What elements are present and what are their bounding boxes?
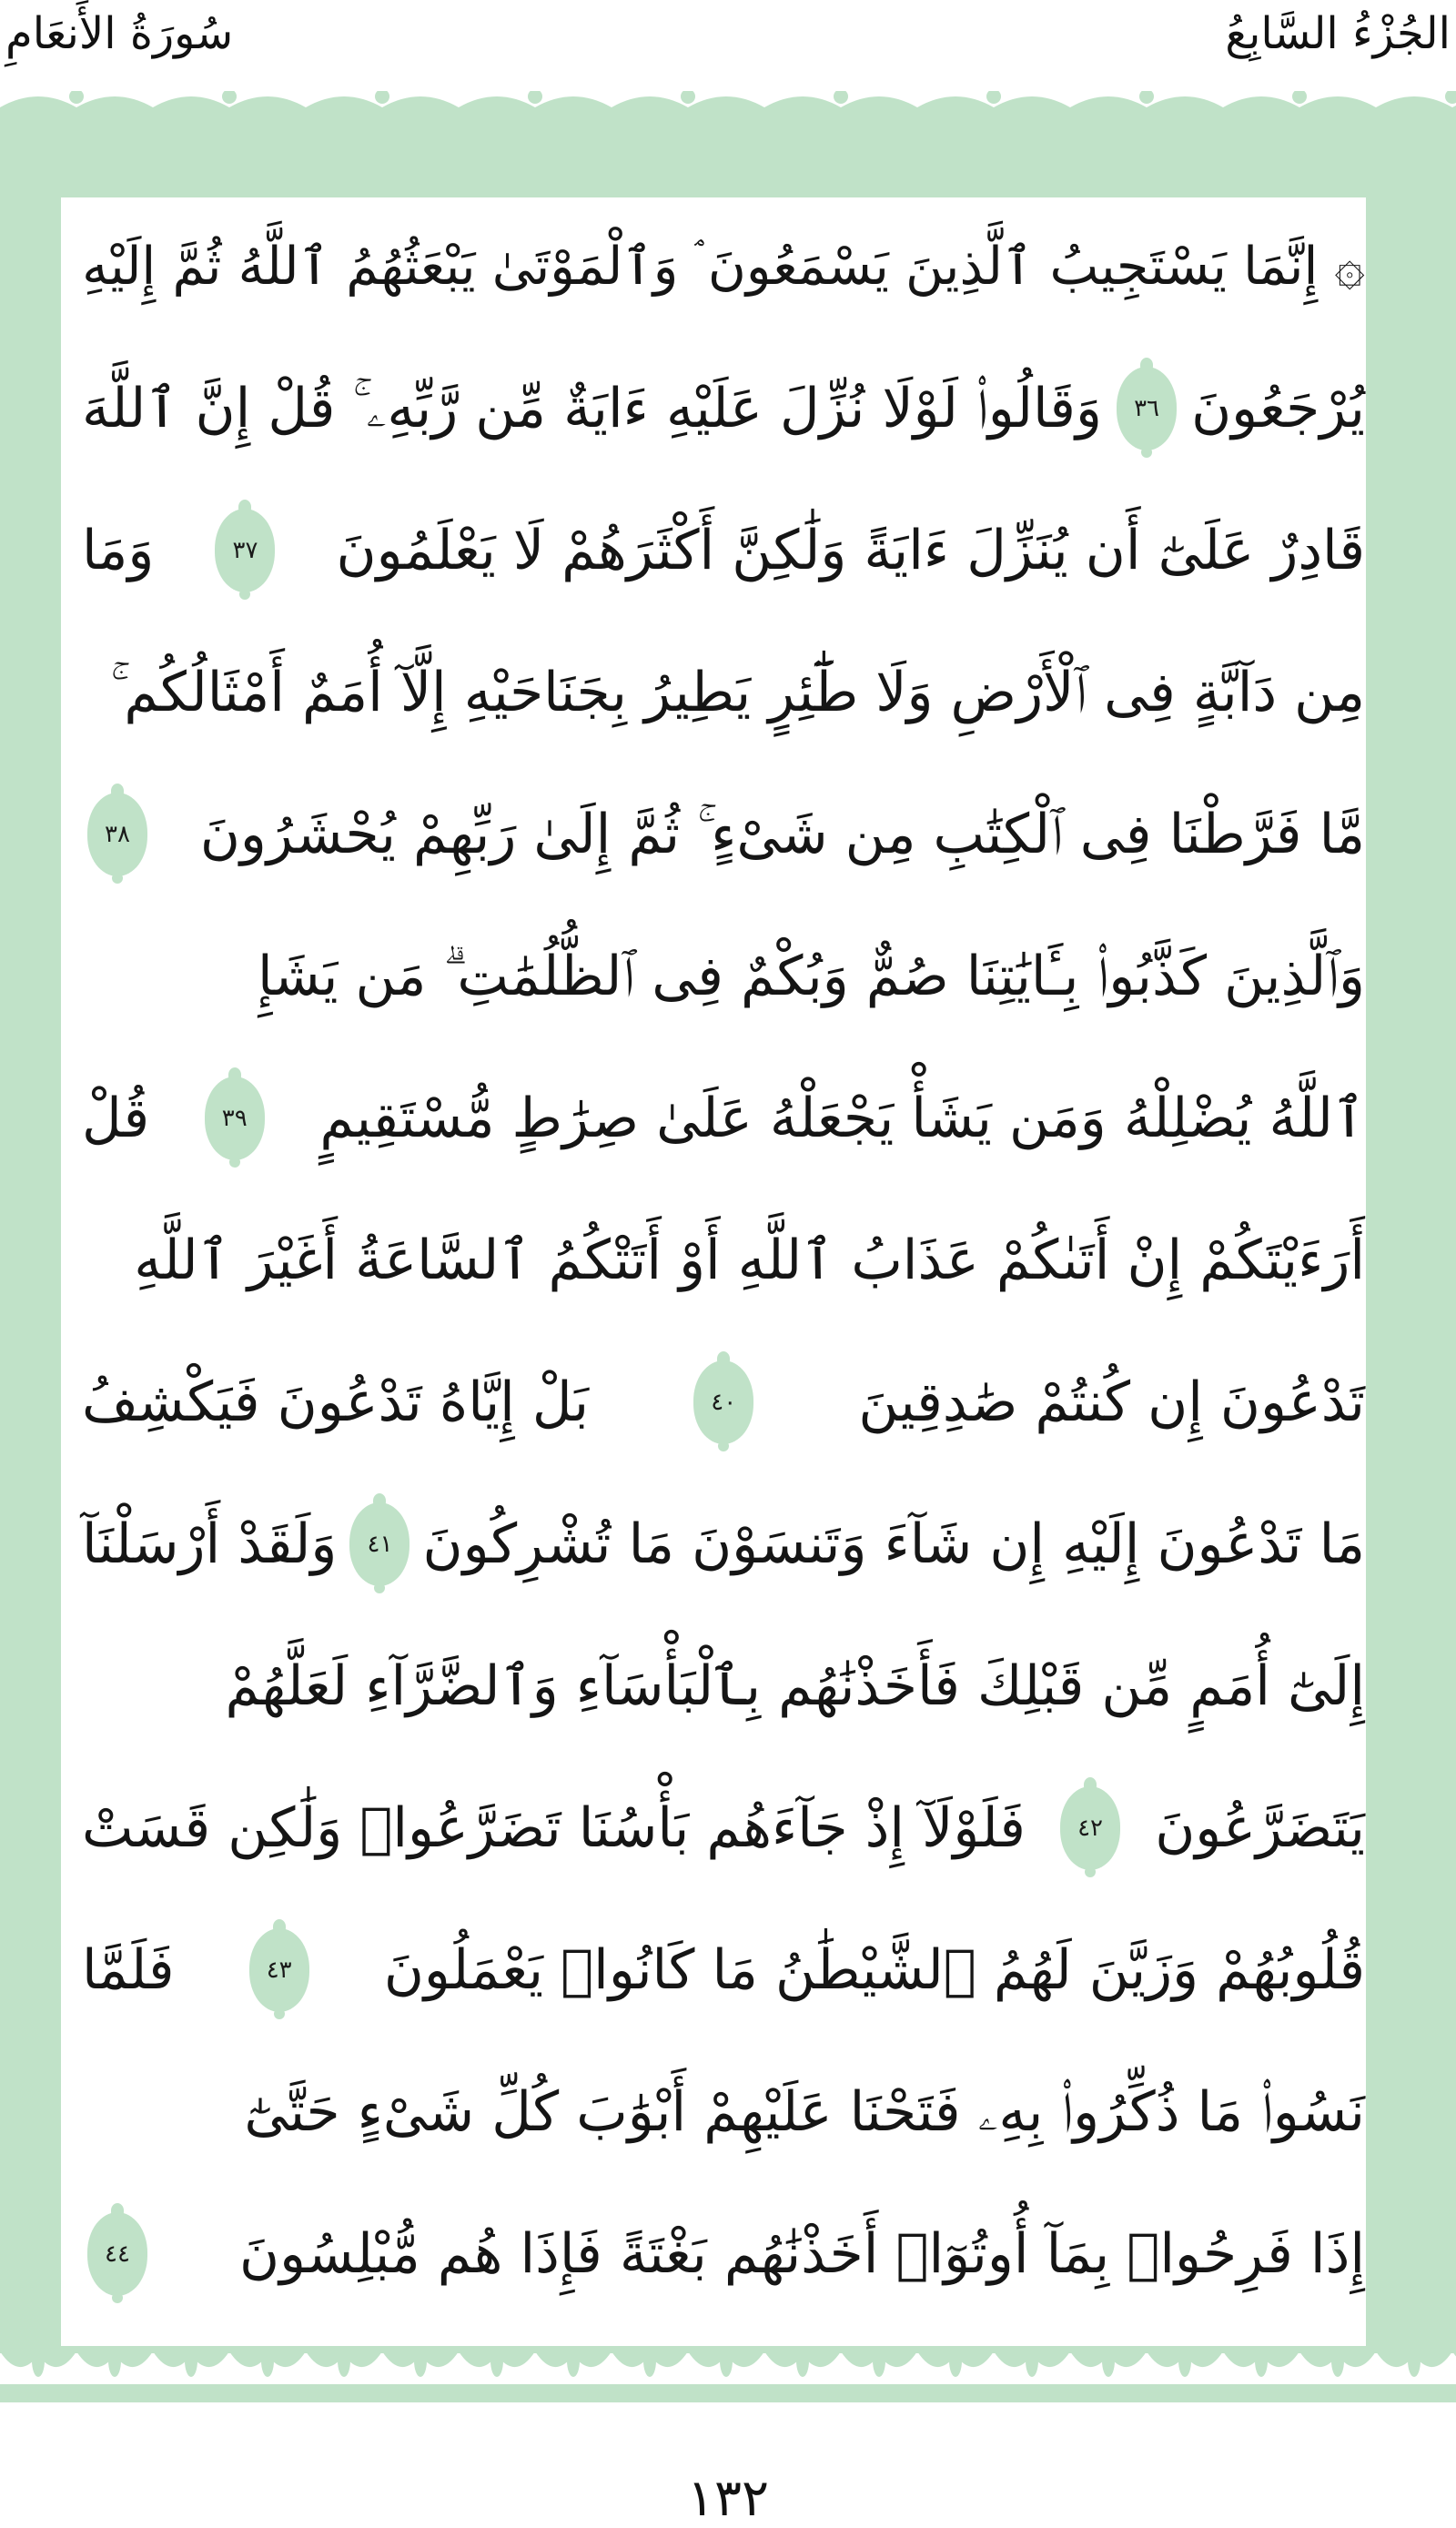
text-line (73, 340, 1365, 477)
page-header (0, 0, 1456, 91)
ayah-number-marker: ٤٤ (87, 2212, 147, 2296)
verse-text: فَلَوْلَآ إِذْ جَآءَهُم بَأْسُنَا تَضَرَّعُوا۟ وَلَٰكِن قَسَتْ (82, 1796, 1026, 1860)
text-line-content (82, 2044, 1365, 2180)
verse-text: وَمَا (82, 519, 155, 582)
verse-text: إِلَىٰٓ أُمَمٍ مِّن قَبْلِكَ فَأَخَذْنَٰهُم بِٱلْبَأْسَآءِ وَٱلضَّرَّآءِ لَعَلَّهُمْ (225, 1654, 1365, 1718)
verse-text: إِذَا فَرِحُوا۟ بِمَآ أُوتُوٓا۟ أَخَذْنَٰهُم بَغْتَةً فَإِذَا هُم مُّبْلِسُونَ (239, 2222, 1365, 2286)
text-line-content (82, 340, 1365, 477)
verse-text: وَٱلَّذِينَ كَذَّبُوا۟ بِـَٔايَٰتِنَا صُمٌّ وَبُكْمٌ فِى ٱلظُّلُمَٰتِ ۗ مَن يَشَإِ (257, 945, 1365, 1008)
juz-name: الجُزْءُ السَّابِعُ (1225, 8, 1451, 59)
text-line (73, 908, 1365, 1045)
verse-text: أَرَءَيْتَكُمْ إِنْ أَتَىٰكُمْ عَذَابُ ٱللَّهِ أَوْ أَتَتْكُمُ ٱلسَّاعَةُ أَغَيْرَ ٱللَّهِ (134, 1229, 1365, 1292)
ayah-number-marker: ٣٧ (215, 509, 275, 592)
text-line (73, 198, 1365, 335)
verse-text: قُلْ (82, 1087, 150, 1150)
text-line (73, 2186, 1365, 2322)
verse-text: يُرْجَعُونَ (1191, 377, 1365, 440)
ayah-number-marker: ٣٩ (205, 1077, 265, 1160)
verse-text: نَسُوا۟ مَا ذُكِّرُوا۟ بِهِۦ فَتَحْنَا عَلَيْهِمْ أَبْوَٰبَ كُلِّ شَىْءٍ حَتَّىٰٓ (244, 2080, 1365, 2144)
text-line-content (82, 2186, 1365, 2322)
verse-text: ٱللَّهُ يُضْلِلْهُ وَمَن يَشَأْ يَجْعَلْهُ عَلَىٰ صِرَٰطٍ مُّسْتَقِيمٍ (319, 1087, 1365, 1150)
verse-text: مَّا فَرَّطْنَا فِى ٱلْكِتَٰبِ مِن شَىْءٍ ۚ ثُمَّ إِلَىٰ رَبِّهِمْ يُحْشَرُونَ (199, 803, 1365, 866)
text-line (73, 1618, 1365, 1754)
ayah-number-marker: ٤٠ (693, 1360, 753, 1444)
text-line (73, 1050, 1365, 1187)
verse-text: يَتَضَرَّعُونَ (1155, 1796, 1365, 1860)
surah-name: سُورَةُ الأَنعَامِ (5, 8, 234, 59)
text-line-content (82, 1618, 1365, 1754)
text-line (73, 1476, 1365, 1613)
ayah-number-marker: ٤١ (349, 1502, 410, 1586)
text-line-content (82, 198, 1365, 335)
text-line-content (82, 1192, 1365, 1329)
text-line (73, 1192, 1365, 1329)
ayah-number-marker: ٤٣ (249, 1928, 309, 2012)
text-line (73, 624, 1365, 761)
text-line-content (82, 1476, 1365, 1613)
verse-text: وَقَالُوا۟ لَوْلَا نُزِّلَ عَلَيْهِ ءَايَةٌ مِّن رَّبِّهِۦ ۚ قُلْ إِنَّ ٱللَّهَ (82, 377, 1102, 440)
ayah-number-marker: ٣٦ (1117, 367, 1177, 450)
verse-text: قَادِرٌ عَلَىٰٓ أَن يُنَزِّلَ ءَايَةً وَلَٰكِنَّ أَكْثَرَهُمْ لَا يَعْلَمُونَ (336, 519, 1365, 582)
text-line (73, 1902, 1365, 2038)
text-line-content (82, 908, 1365, 1045)
text-line (73, 1334, 1365, 1471)
ayah-number-marker: ٤٢ (1060, 1786, 1120, 1870)
text-line-content (82, 624, 1365, 761)
text-line (73, 1760, 1365, 1896)
text-line (73, 482, 1365, 619)
text-line-content (82, 1050, 1365, 1187)
page-number: ١٣٢ (686, 2469, 770, 2528)
text-line-content (82, 1334, 1365, 1471)
text-line-content (82, 1902, 1365, 2038)
verse-text: بَلْ إِيَّاهُ تَدْعُونَ فَيَكْشِفُ (82, 1370, 590, 1434)
verse-text: تَدْعُونَ إِن كُنتُمْ صَٰدِقِينَ (858, 1370, 1365, 1434)
verse-text: مَا تَدْعُونَ إِلَيْهِ إِن شَآءَ وَتَنسَوْنَ مَا تُشْرِكُونَ (422, 1512, 1365, 1576)
text-line (73, 766, 1365, 903)
text-line (73, 2044, 1365, 2180)
verse-text: وَلَقَدْ أَرْسَلْنَآ (82, 1512, 338, 1576)
text-line-content (82, 1760, 1365, 1896)
verse-text: مِن دَآبَّةٍ فِى ٱلْأَرْضِ وَلَا طَٰٓئِرٍ يَطِيرُ بِجَنَاحَيْهِ إِلَّآ أُمَمٌ أَمْثَالُكُم ۚ (110, 661, 1365, 724)
verse-text: ۞ إِنَّمَا يَسْتَجِيبُ ٱلَّذِينَ يَسْمَعُونَ ۘ وَٱلْمَوْتَىٰ يَبْعَثُهُمُ ٱللَّهُ ثُمَّ إِلَيْهِ (82, 237, 1365, 297)
ayah-number-marker: ٣٨ (87, 793, 147, 876)
text-line-content (82, 482, 1365, 619)
verse-text: فَلَمَّا (82, 1938, 175, 2002)
verse-text: قُلُوبُهُمْ وَزَيَّنَ لَهُمُ ٱلشَّيْطَٰنُ مَا كَانُوا۟ يَعْمَلُونَ (383, 1938, 1365, 2002)
text-line-content (82, 766, 1365, 903)
